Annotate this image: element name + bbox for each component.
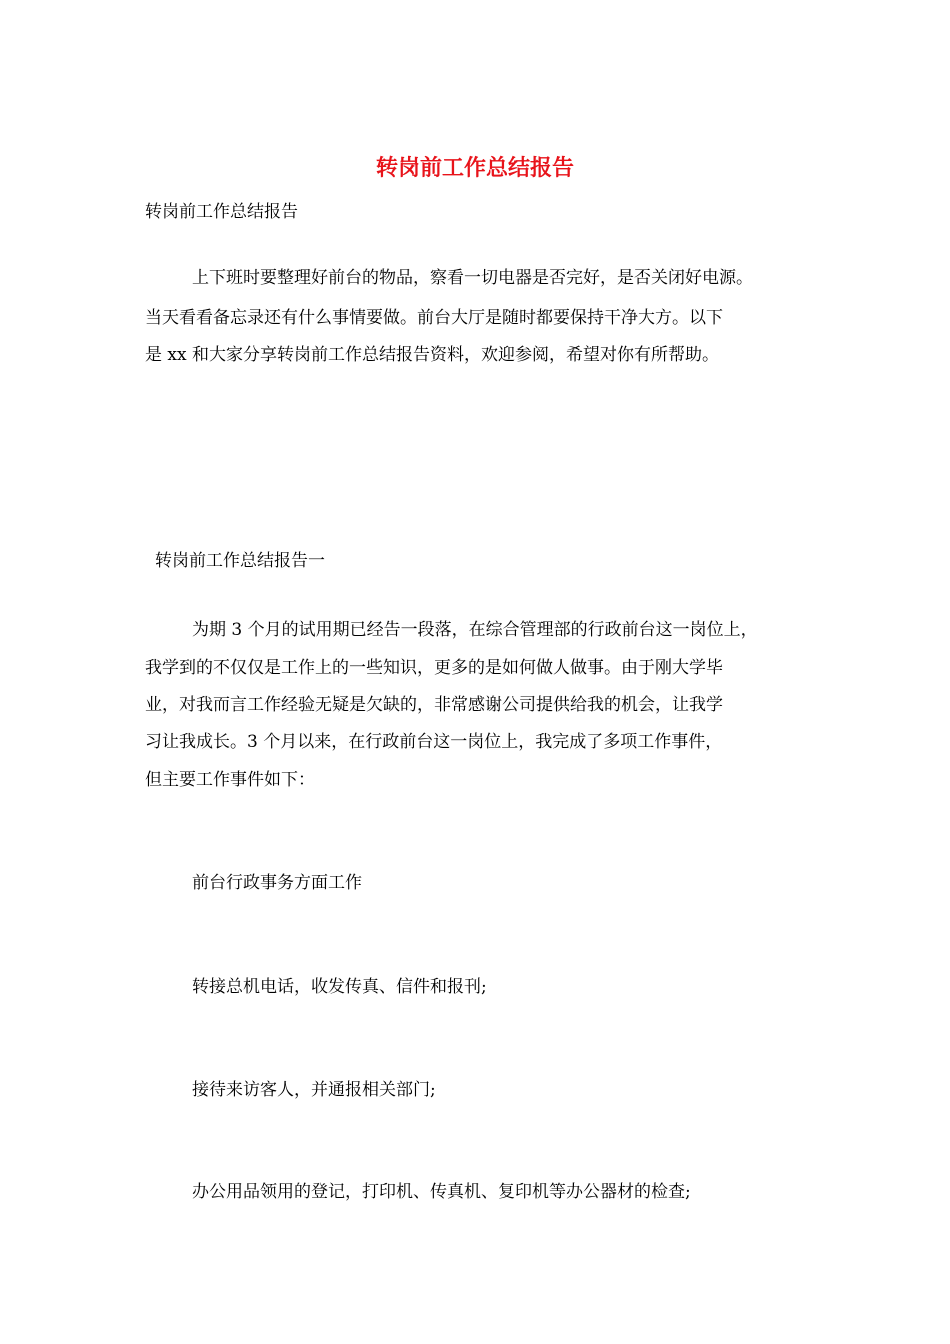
list-item: 接待来访客人，并通报相关部门; [192,1080,436,1100]
intro-line: 当天看看备忘录还有什么事情要做。前台大厅是随时都要保持干净大方。以下 [145,308,723,328]
intro-line: 上下班时要整理好前台的物品，察看一切电器是否完好，是否关闭好电源。 [192,268,753,288]
body-line: 但主要工作事件如下： [145,770,315,790]
body-line: 习让我成长。3 个月以来，在行政前台这一岗位上，我完成了多项工作事件， [145,732,723,752]
subsection-heading: 前台行政事务方面工作 [192,873,362,893]
body-line: 业，对我而言工作经验无疑是欠缺的，非常感谢公司提供给我的机会，让我学 [145,695,723,715]
document-title: 转岗前工作总结报告 [375,155,574,181]
body-line: 我学到的不仅仅是工作上的一些知识，更多的是如何做人做事。由于刚大学毕 [145,658,723,678]
list-item: 转接总机电话，收发传真、信件和报刊; [192,977,487,997]
body-line: 为期 3 个月的试用期已经告一段落，在综合管理部的行政前台这一岗位上， [192,620,758,640]
list-item: 办公用品领用的登记，打印机、传真机、复印机等办公器材的检查; [192,1182,691,1202]
intro-line: 是 xx 和大家分享转岗前工作总结报告资料，欢迎参阅，希望对你有所帮助。 [145,345,719,365]
section-heading: 转岗前工作总结报告一 [155,551,325,571]
document-subtitle: 转岗前工作总结报告 [145,202,298,222]
